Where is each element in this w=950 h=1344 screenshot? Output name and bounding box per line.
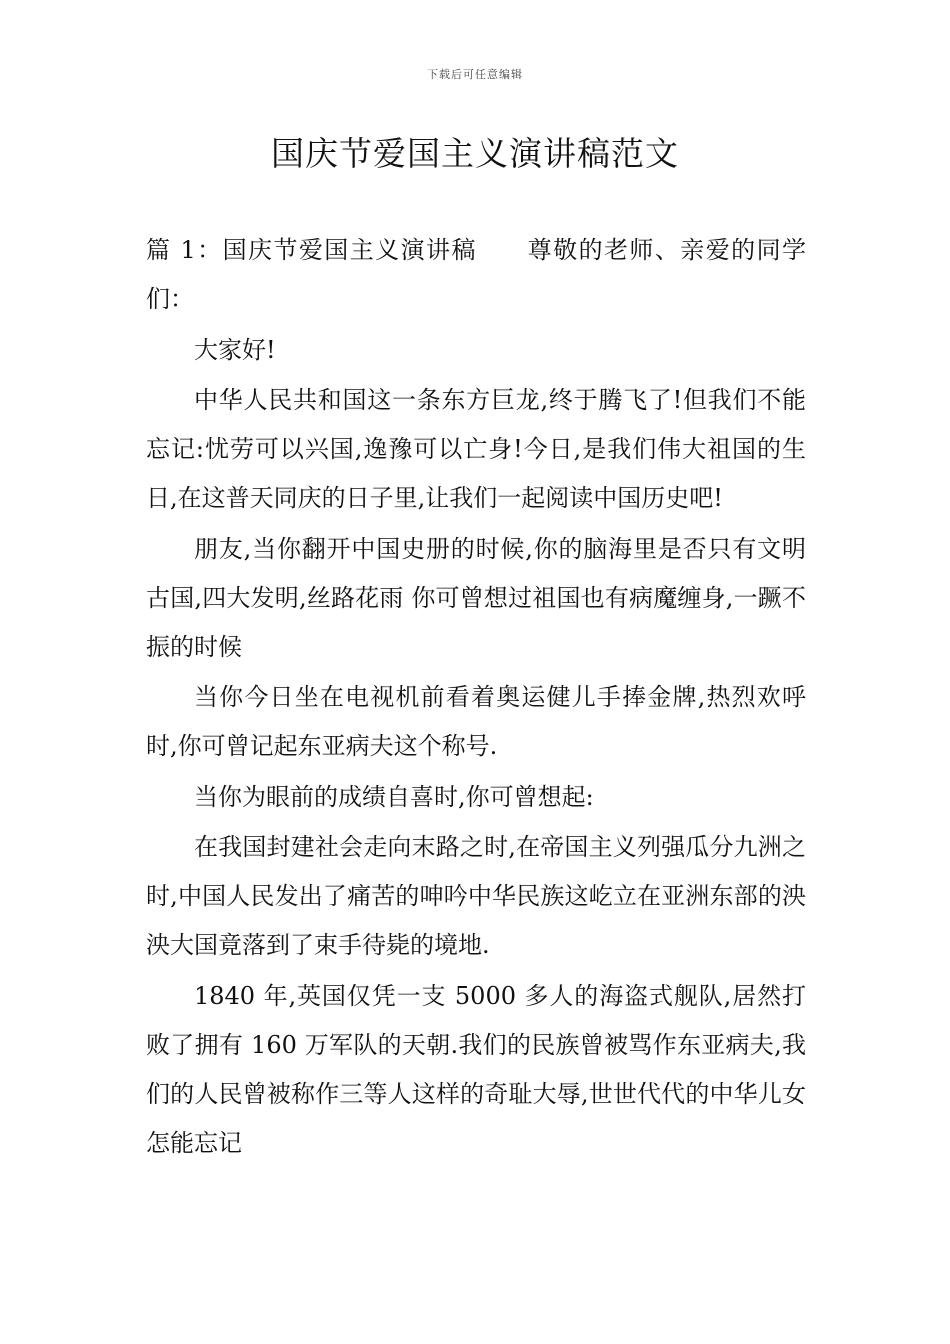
paragraph-4: 朋友,当你翻开中国史册的时候,你的脑海里是否只有文明古国,四大发明,丝路花雨 你可曾想过祖国也有病魔缠身,一蹶不振的时候 — [146, 534, 806, 661]
paragraph-8: 1840 年,英国仅凭一支 5000 多人的海盗式舰队,居然打败了拥有 160 万军队的天朝.我们的民族曾被骂作东亚病夫,我们的人民曾被称作三等人这样的奇耻大辱,世世代代的中华儿女怎能忘记 — [146, 981, 806, 1157]
page-header-note: 下载后可任意编辑 — [427, 68, 523, 81]
paragraph-3: 中华人民共和国这一条东方巨龙,终于腾飞了!但我们不能忘记:忧劳可以兴国,逸豫可以亡身!今日,是我们伟大祖国的生日,在这普天同庆的日子里,让我们一起阅读中国历史吧! — [146, 386, 806, 512]
document-body — [146, 226, 806, 1169]
paragraph-5: 当你今日坐在电视机前看着奥运健儿手捧金牌,热烈欢呼时,你可曾记起东亚病夫这个称号. — [146, 683, 806, 760]
paragraph-7: 在我国封建社会走向末路之时,在帝国主义列强瓜分九洲之时,中国人民发出了痛苦的呻吟中华民族这屹立在亚洲东部的泱泱大国竟落到了束手待毙的境地. — [146, 833, 806, 959]
paragraph-1: 篇 1：国庆节爱国主义演讲稿 尊敬的老师、亲爱的同学们： — [146, 236, 806, 313]
paragraph-6: 当你为眼前的成绩自喜时,你可曾想起: — [194, 782, 594, 811]
document-title: 国庆节爱国主义演讲稿范文 — [271, 134, 679, 173]
paragraph-2: 大家好! — [194, 335, 276, 364]
